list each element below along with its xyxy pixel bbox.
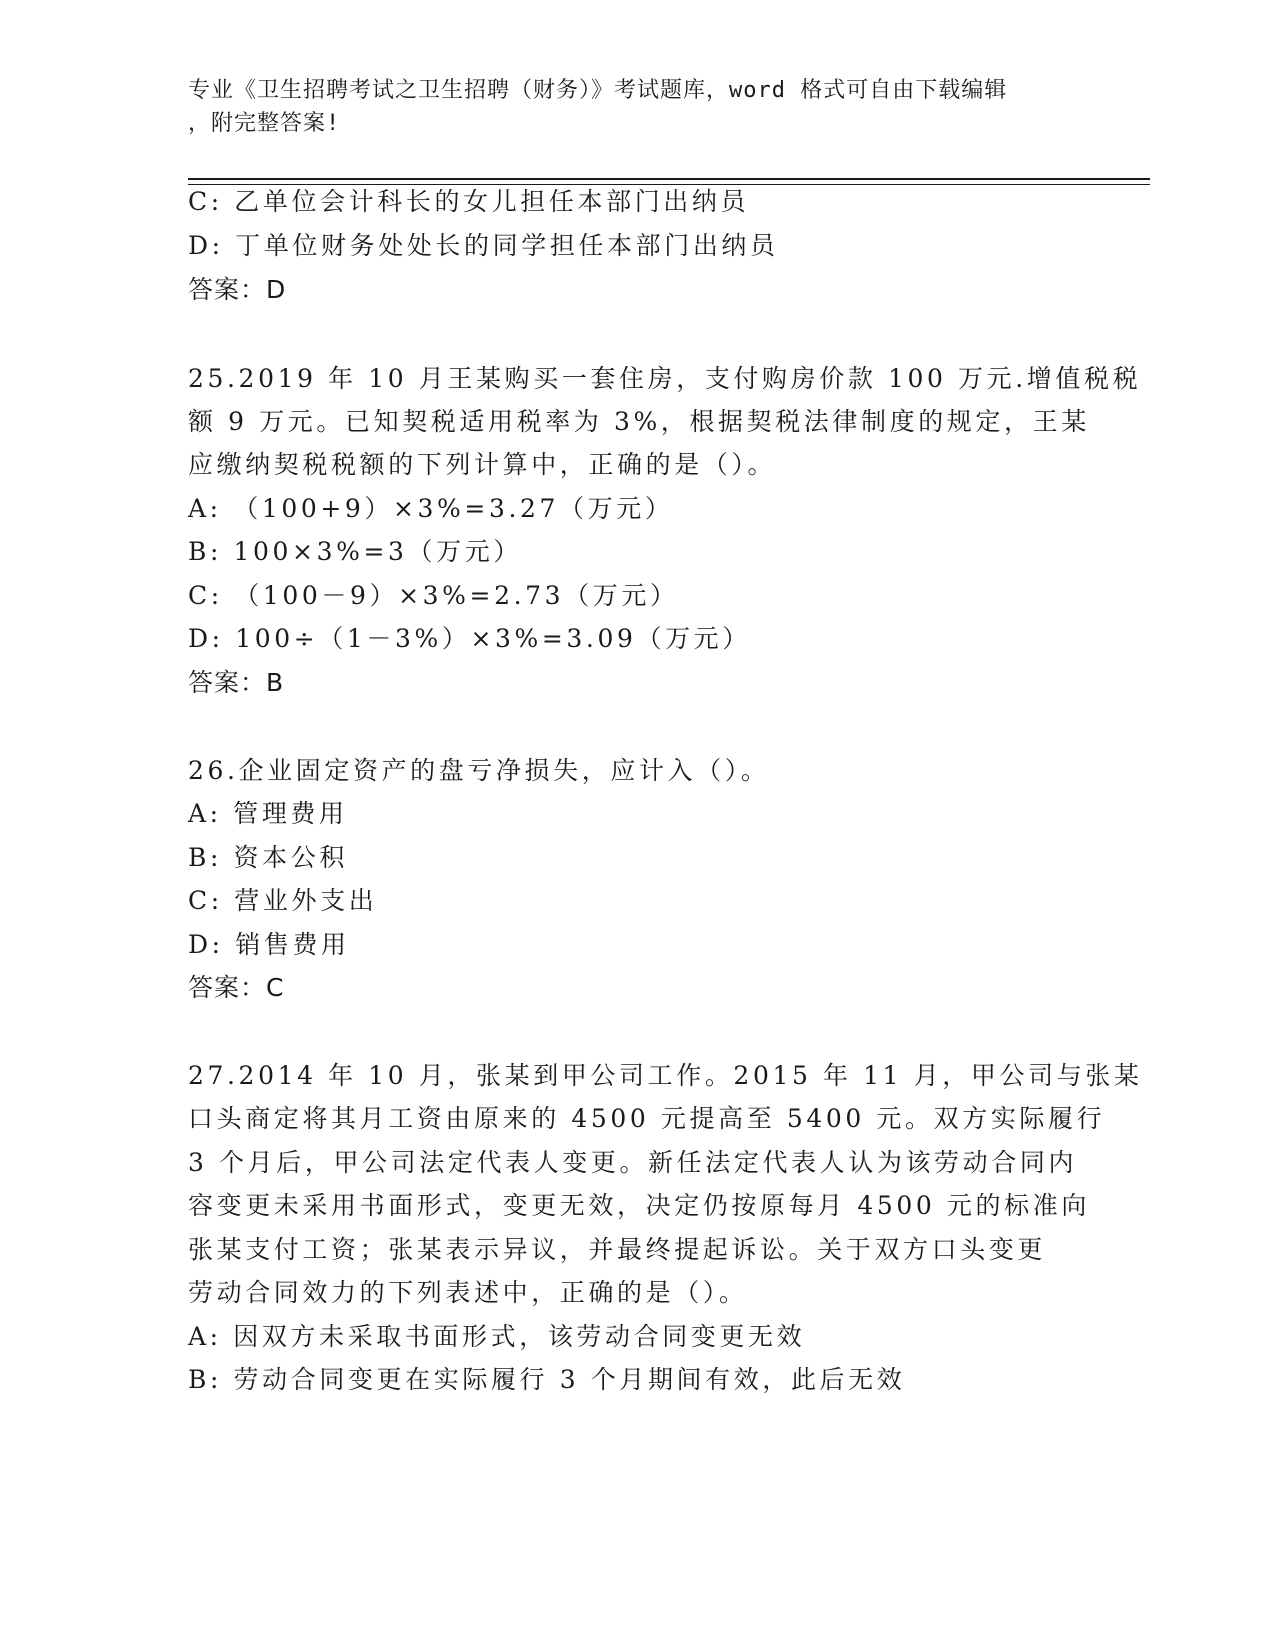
option-line: B: 100×3%=3（万元） bbox=[188, 537, 522, 566]
question-line: 25.2019 年 10 月王某购买一套住房，支付购房价款 100 万元.增值税税 bbox=[188, 364, 1142, 393]
question-line: 容变更未采用书面形式，变更无效，决定仍按原每月 4500 元的标准向 bbox=[188, 1191, 1090, 1220]
question-line: 3 个月后，甲公司法定代表人变更。新任法定代表人认为该劳动合同内 bbox=[188, 1148, 1078, 1177]
question-line: 劳动合同效力的下列表述中，正确的是（）。 bbox=[188, 1278, 748, 1307]
option-line: D: 销售费用 bbox=[188, 930, 350, 959]
option-line: D: 100÷（1－3%）×3%=3.09（万元） bbox=[188, 624, 751, 653]
option-line: C: 乙单位会计科长的女儿担任本部门出纳员 bbox=[188, 187, 750, 216]
header-line-1: 专业《卫生招聘考试之卫生招聘（财务）》考试题库，word 格式可自由下载编辑 bbox=[188, 78, 1008, 103]
document-header bbox=[188, 74, 1068, 140]
question-line: 26.企业固定资产的盘亏净损失，应计入（）。 bbox=[188, 756, 770, 785]
answer-line: 答案：C bbox=[188, 973, 285, 1002]
header-rule-thin bbox=[188, 184, 1150, 185]
header-line-2: ，附完整答案! bbox=[188, 111, 341, 136]
question-line: 口头商定将其月工资由原来的 4500 元提高至 5400 元。双方实际履行 bbox=[188, 1104, 1106, 1133]
option-line: A: 因双方未采取书面形式，该劳动合同变更无效 bbox=[188, 1322, 806, 1351]
option-line: D: 丁单位财务处处长的同学担任本部门出纳员 bbox=[188, 231, 779, 260]
header-rule-thick bbox=[188, 178, 1150, 180]
option-line: B: 劳动合同变更在实际履行 3 个月期间有效，此后无效 bbox=[188, 1365, 906, 1394]
question-line: 应缴纳契税税额的下列计算中，正确的是（）。 bbox=[188, 450, 777, 479]
answer-line: 答案：B bbox=[188, 668, 285, 697]
option-line: C: 营业外支出 bbox=[188, 886, 378, 915]
question-line: 张某支付工资；张某表示异议，并最终提起诉讼。关于双方口头变更 bbox=[188, 1235, 1047, 1264]
option-line: C: （100－9）×3%=2.73（万元） bbox=[188, 581, 679, 610]
question-line: 27.2014 年 10 月，张某到甲公司工作。2015 年 11 月，甲公司与张某 bbox=[188, 1061, 1143, 1090]
option-line: A: （100+9）×3%=3.27（万元） bbox=[188, 494, 674, 523]
question-line: 额 9 万元。已知契税适用税率为 3%，根据契税法律制度的规定，王某 bbox=[188, 407, 1090, 436]
option-line: A: 管理费用 bbox=[188, 799, 348, 828]
option-line: B: 资本公积 bbox=[188, 843, 348, 872]
answer-line: 答案：D bbox=[188, 275, 287, 304]
